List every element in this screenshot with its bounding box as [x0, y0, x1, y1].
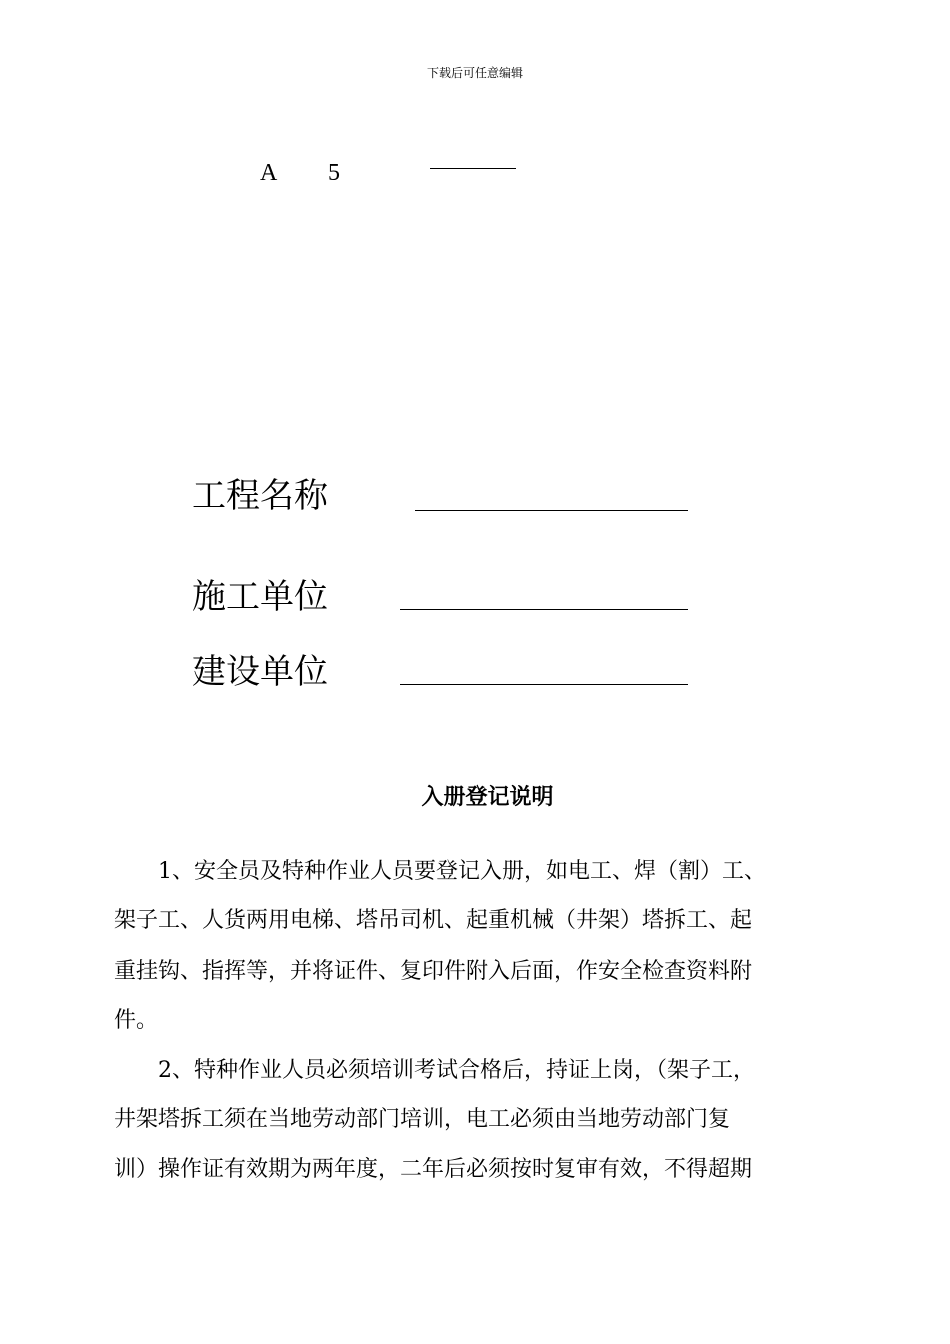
paragraph-line: 重挂钩、指挥等，并将证件、复印件附入后面，作安全检查资料附 [114, 959, 753, 984]
field-label-owner-unit: 建设单位 [192, 652, 328, 692]
paragraph-line: 件。 [114, 1008, 159, 1033]
field-label-project-name: 工程名称 [192, 476, 328, 516]
paragraph-line: 井架塔拆工须在当地劳动部门培训，电工必须由当地劳动部门复 [114, 1107, 731, 1132]
section-title: 入册登记说明 [421, 784, 554, 810]
field-label-construction-unit: 施工单位 [192, 577, 328, 617]
field-blank-project-name [415, 510, 688, 511]
field-blank-owner-unit [400, 684, 688, 685]
header-note: 下载后可任意编辑 [426, 66, 523, 80]
paragraph-line: 2、特种作业人员必须培训考试合格后，持证上岗，（架子工， [114, 1058, 755, 1083]
paragraph-line: 训）操作证有效期为两年度，二年后必须按时复审有效，不得超期 [114, 1157, 753, 1182]
paragraph-line: 架子工、人货两用电梯、塔吊司机、起重机械（井架）塔拆工、起 [114, 908, 753, 933]
paragraph-line: 1、安全员及特种作业人员要登记入册，如电工、焊（割）工、 [114, 859, 766, 884]
field-blank-construction-unit [400, 609, 688, 610]
code-letter: A [260, 160, 278, 186]
code-number: 5 [328, 160, 340, 186]
code-blank-line [430, 168, 516, 169]
